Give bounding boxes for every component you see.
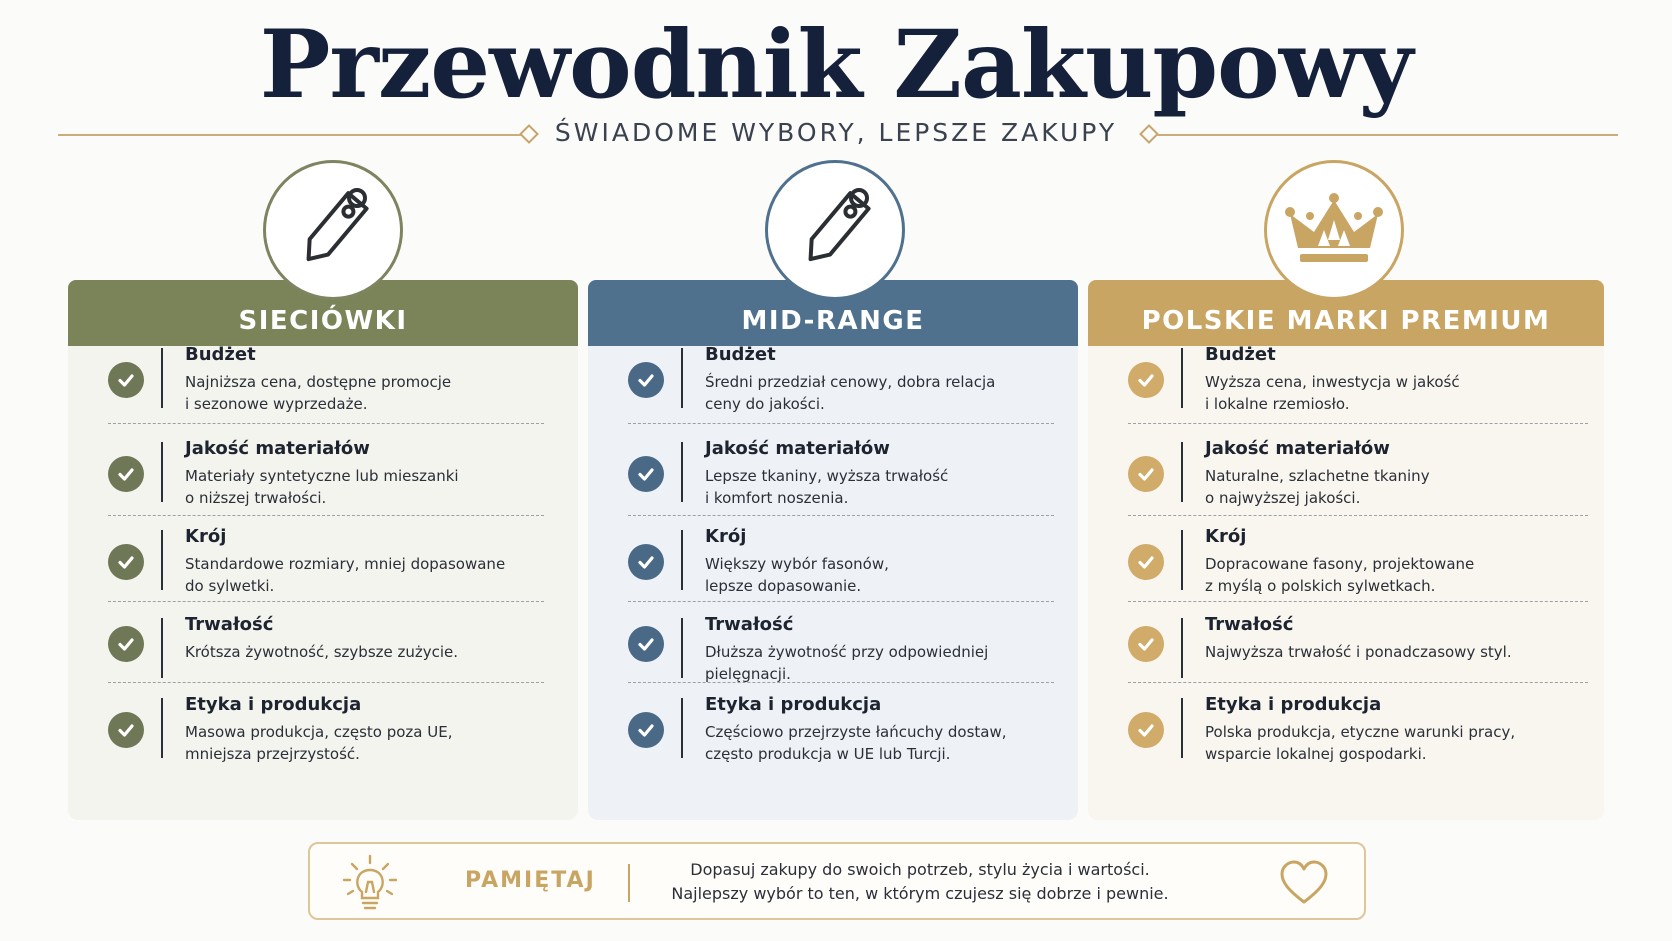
dashed-divider: [1128, 515, 1588, 516]
price-tag-icon: [285, 182, 381, 278]
criteria-description: Lepsze tkaniny, wyższa trwałość i komfort noszenia.: [705, 467, 949, 507]
dashed-divider: [1128, 423, 1588, 424]
column-header: MID-RANGE: [588, 280, 1078, 346]
row-separator-bar: [1181, 348, 1183, 408]
row-separator-bar: [161, 698, 163, 758]
subtitle-rule-right: [1156, 134, 1618, 136]
criteria-title: Jakość materiałów: [1205, 438, 1390, 459]
checkmark-icon: [108, 712, 144, 748]
dashed-divider: [628, 601, 1054, 602]
checkmark-icon: [108, 456, 144, 492]
row-separator-bar: [681, 442, 683, 502]
column-polskie-marki-premium: [1088, 280, 1604, 820]
criteria-description: Masowa produkcja, często poza UE, mniejsza przejrzystość.: [185, 723, 453, 763]
checkmark-icon: [1128, 712, 1164, 748]
row-separator-bar: [681, 618, 683, 678]
criteria-description: Średni przedział cenowy, dobra relacja ceny do jakości.: [705, 373, 996, 413]
checkmark-icon: [1128, 626, 1164, 662]
checkmark-icon: [1128, 362, 1164, 398]
checkmark-icon: [1128, 456, 1164, 492]
row-separator-bar: [1181, 442, 1183, 502]
reminder-label: PAMIĘTAJ: [465, 868, 596, 893]
badge-sieciowki: [263, 160, 403, 300]
criteria-title: Trwałość: [705, 614, 794, 635]
diamond-ornament-left: [519, 124, 539, 144]
row-separator-bar: [161, 442, 163, 502]
reminder-line-1: Dopasuj zakupy do swoich potrzeb, stylu życia i wartości.: [690, 860, 1150, 879]
dashed-divider: [628, 515, 1054, 516]
criteria-title: Budżet: [1205, 344, 1276, 365]
criteria-title: Trwałość: [185, 614, 274, 635]
row-separator-bar: [1181, 698, 1183, 758]
badge-polskie-marki-premium: [1264, 160, 1404, 300]
criteria-description: Najwyższa trwałość i ponadczasowy styl.: [1205, 643, 1512, 661]
badge-mid-range: [765, 160, 905, 300]
checkmark-icon: [628, 456, 664, 492]
checkmark-icon: [628, 712, 664, 748]
criteria-title: Krój: [185, 526, 227, 547]
column-header: SIECIÓWKI: [68, 280, 578, 346]
checkmark-icon: [108, 362, 144, 398]
dashed-divider: [108, 423, 544, 424]
reminder-text: [650, 858, 1190, 906]
dashed-divider: [108, 515, 544, 516]
criteria-title: Etyka i produkcja: [185, 694, 362, 715]
criteria-description: Polska produkcja, etyczne warunki pracy, wsparcie lokalnej gospodarki.: [1205, 723, 1516, 763]
criteria-title: Trwałość: [1205, 614, 1294, 635]
row-separator-bar: [681, 348, 683, 408]
page-title: Przewodnik Zakupowy: [259, 10, 1413, 120]
criteria-description: Najniższa cena, dostępne promocje i sezonowe wyprzedaże.: [185, 373, 452, 413]
checkmark-icon: [628, 362, 664, 398]
subtitle-rule-left: [58, 134, 524, 136]
checkmark-icon: [108, 544, 144, 580]
dashed-divider: [108, 601, 544, 602]
dashed-divider: [1128, 682, 1588, 683]
criteria-title: Jakość materiałów: [705, 438, 890, 459]
criteria-title: Jakość materiałów: [185, 438, 370, 459]
page-subtitle: ŚWIADOME WYBORY, LEPSZE ZAKUPY: [554, 118, 1118, 147]
reminder-box: [308, 842, 1366, 920]
column-mid-range: [588, 280, 1078, 820]
criteria-title: Budżet: [185, 344, 256, 365]
criteria-description: Dłuższa żywotność przy odpowiedniej pielęgnacji.: [705, 643, 989, 683]
row-separator-bar: [1181, 618, 1183, 678]
row-separator-bar: [681, 698, 683, 758]
criteria-description: Krótsza żywotność, szybsze zużycie.: [185, 643, 459, 661]
dashed-divider: [628, 423, 1054, 424]
criteria-title: Etyka i produkcja: [1205, 694, 1382, 715]
dashed-divider: [1128, 601, 1588, 602]
criteria-description: Większy wybór fasonów, lepsze dopasowanie.: [705, 555, 889, 595]
criteria-title: Krój: [705, 526, 747, 547]
row-separator-bar: [1181, 530, 1183, 590]
criteria-description: Standardowe rozmiary, mniej dopasowane do sylwetki.: [185, 555, 506, 595]
crown-icon: [1284, 190, 1384, 270]
row-separator-bar: [161, 618, 163, 678]
column-sieciowki: [68, 280, 578, 820]
reminder-separator: [628, 864, 630, 902]
criteria-description: Dopracowane fasony, projektowane z myślą o polskich sylwetkach.: [1205, 555, 1475, 595]
dashed-divider: [628, 682, 1054, 683]
dashed-divider: [108, 682, 544, 683]
checkmark-icon: [628, 544, 664, 580]
row-separator-bar: [161, 530, 163, 590]
price-tag-icon: [787, 182, 883, 278]
criteria-title: Krój: [1205, 526, 1247, 547]
criteria-description: Naturalne, szlachetne tkaniny o najwyższej jakości.: [1205, 467, 1430, 507]
criteria-title: Etyka i produkcja: [705, 694, 882, 715]
column-header: POLSKIE MARKI PREMIUM: [1088, 280, 1604, 346]
checkmark-icon: [1128, 544, 1164, 580]
criteria-title: Budżet: [705, 344, 776, 365]
checkmark-icon: [108, 626, 144, 662]
checkmark-icon: [628, 626, 664, 662]
criteria-description: Materiały syntetyczne lub mieszanki o niższej trwałości.: [185, 467, 459, 507]
criteria-description: Częściowo przejrzyste łańcuchy dostaw, często produkcja w UE lub Turcji.: [705, 723, 1007, 763]
reminder-line-2: Najlepszy wybór to ten, w którym czujesz się dobrze i pewnie.: [671, 884, 1169, 903]
criteria-description: Wyższa cena, inwestycja w jakość i lokalne rzemiosło.: [1205, 373, 1460, 413]
lightbulb-icon: [340, 852, 400, 914]
heart-icon: [1278, 858, 1330, 908]
row-separator-bar: [161, 348, 163, 408]
row-separator-bar: [681, 530, 683, 590]
